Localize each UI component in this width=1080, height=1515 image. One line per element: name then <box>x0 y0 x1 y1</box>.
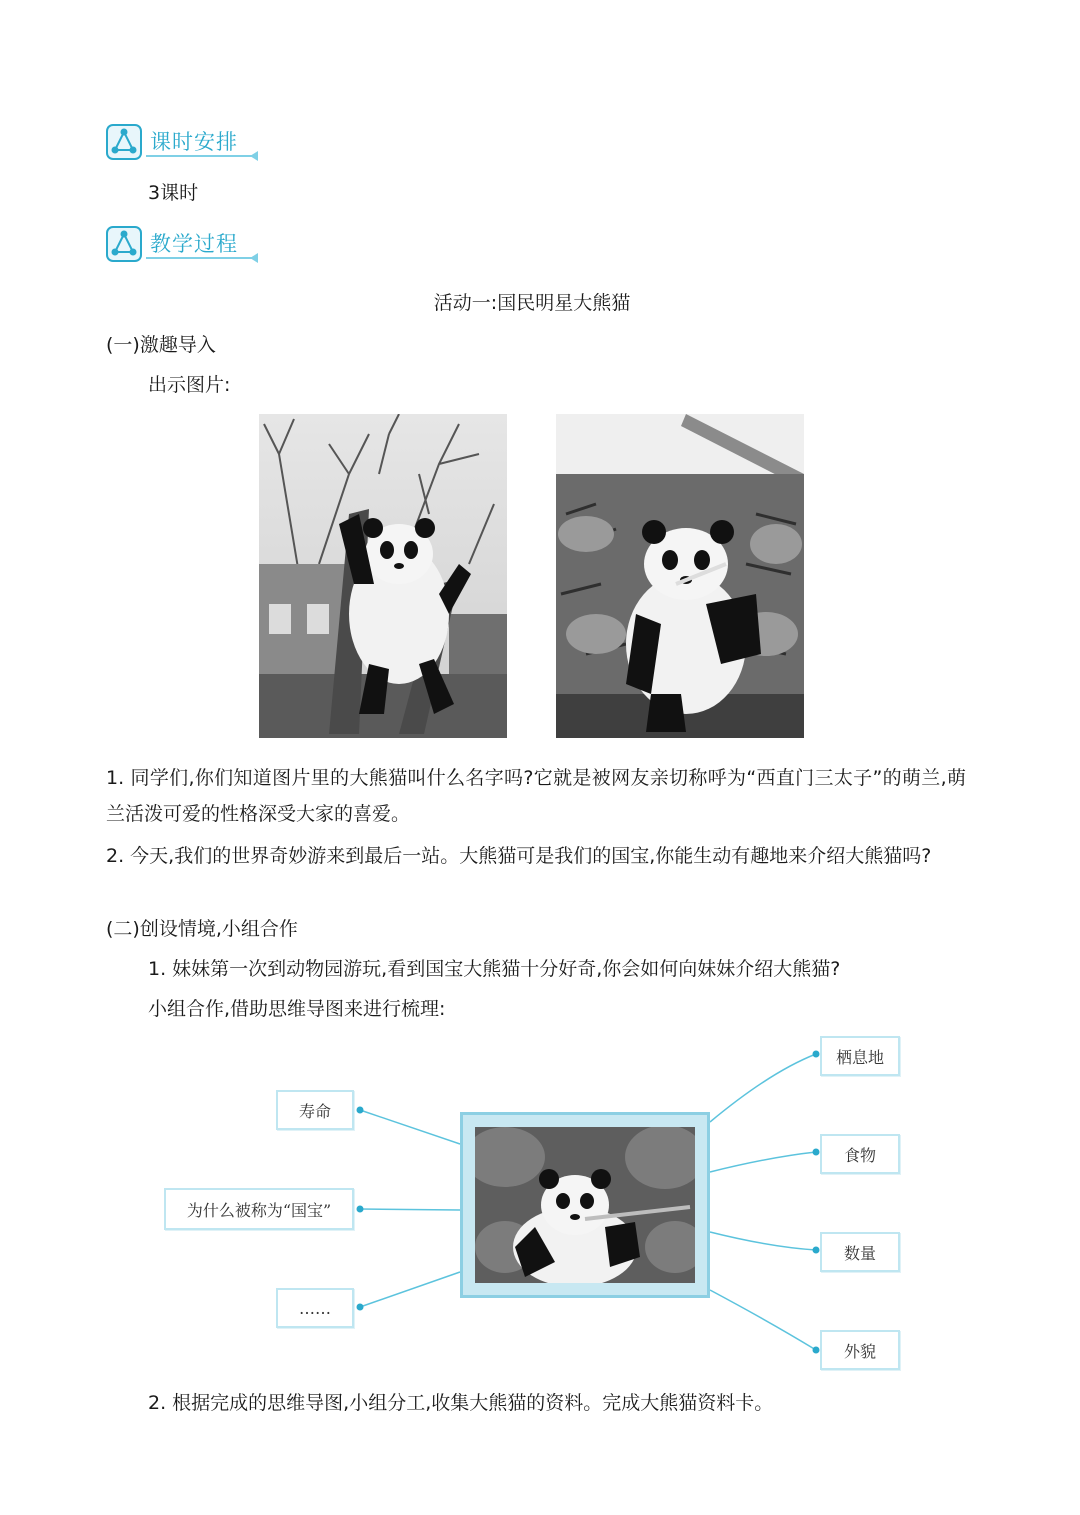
mindmap-node-national-treasure: 为什么被称为“国宝” <box>164 1188 354 1230</box>
mindmap-node-appearance: 外貌 <box>820 1330 900 1370</box>
section-underline <box>146 257 252 259</box>
section-title: 课时安排 <box>150 130 238 154</box>
part1-heading: (一)激趣导入 <box>106 334 216 356</box>
mindmap-node-habitat: 栖息地 <box>820 1036 900 1076</box>
panda-climbing-photo <box>259 414 507 738</box>
part1-paragraph-2: 2. 今天,我们的世界奇妙游来到最后一站。大熊猫可是我们的国宝,你能生动有趣地来介绍大熊猫吗? <box>106 845 932 867</box>
section-header-process <box>106 224 256 264</box>
mindmap-node-more: …… <box>276 1288 354 1328</box>
mindmap-center <box>460 1112 710 1298</box>
mindmap-node-population: 数量 <box>820 1232 900 1272</box>
mind-map <box>160 1032 910 1377</box>
mindmap-node-food: 食物 <box>820 1134 900 1174</box>
part2-heading: (二)创设情境,小组合作 <box>106 918 298 940</box>
part2-paragraph-3: 2. 根据完成的思维导图,小组分工,收集大熊猫的资料。完成大熊猫资料卡。 <box>148 1392 774 1414</box>
section-header-schedule <box>106 122 256 162</box>
triangle-nodes-icon <box>106 226 142 262</box>
section-arrow <box>250 151 258 161</box>
part2-paragraph-1: 1. 妹妹第一次到动物园游玩,看到国宝大熊猫十分好奇,你会如何向妹妹介绍大熊猫? <box>148 958 841 980</box>
activity-title: 活动一:国民明星大熊猫 <box>433 292 631 314</box>
section-arrow <box>250 253 258 263</box>
section-title: 教学过程 <box>150 232 238 256</box>
part2-paragraph-2: 小组合作,借助思维导图来进行梳理: <box>148 998 446 1020</box>
mindmap-node-lifespan: 寿命 <box>276 1090 354 1130</box>
triangle-nodes-icon <box>106 124 142 160</box>
schedule-content: 3课时 <box>148 182 199 204</box>
panda-eating-photo <box>556 414 804 738</box>
part1-paragraph-1: 1. 同学们,你们知道图片里的大熊猫叫什么名字吗?它就是被网友亲切称呼为“西直门三太子”的萌兰,萌兰活泼可爱的性格深受大家的喜爱。 <box>106 767 966 825</box>
panda-center-photo <box>475 1127 695 1283</box>
part1-intro: 出示图片: <box>148 374 231 396</box>
section-underline <box>146 155 252 157</box>
